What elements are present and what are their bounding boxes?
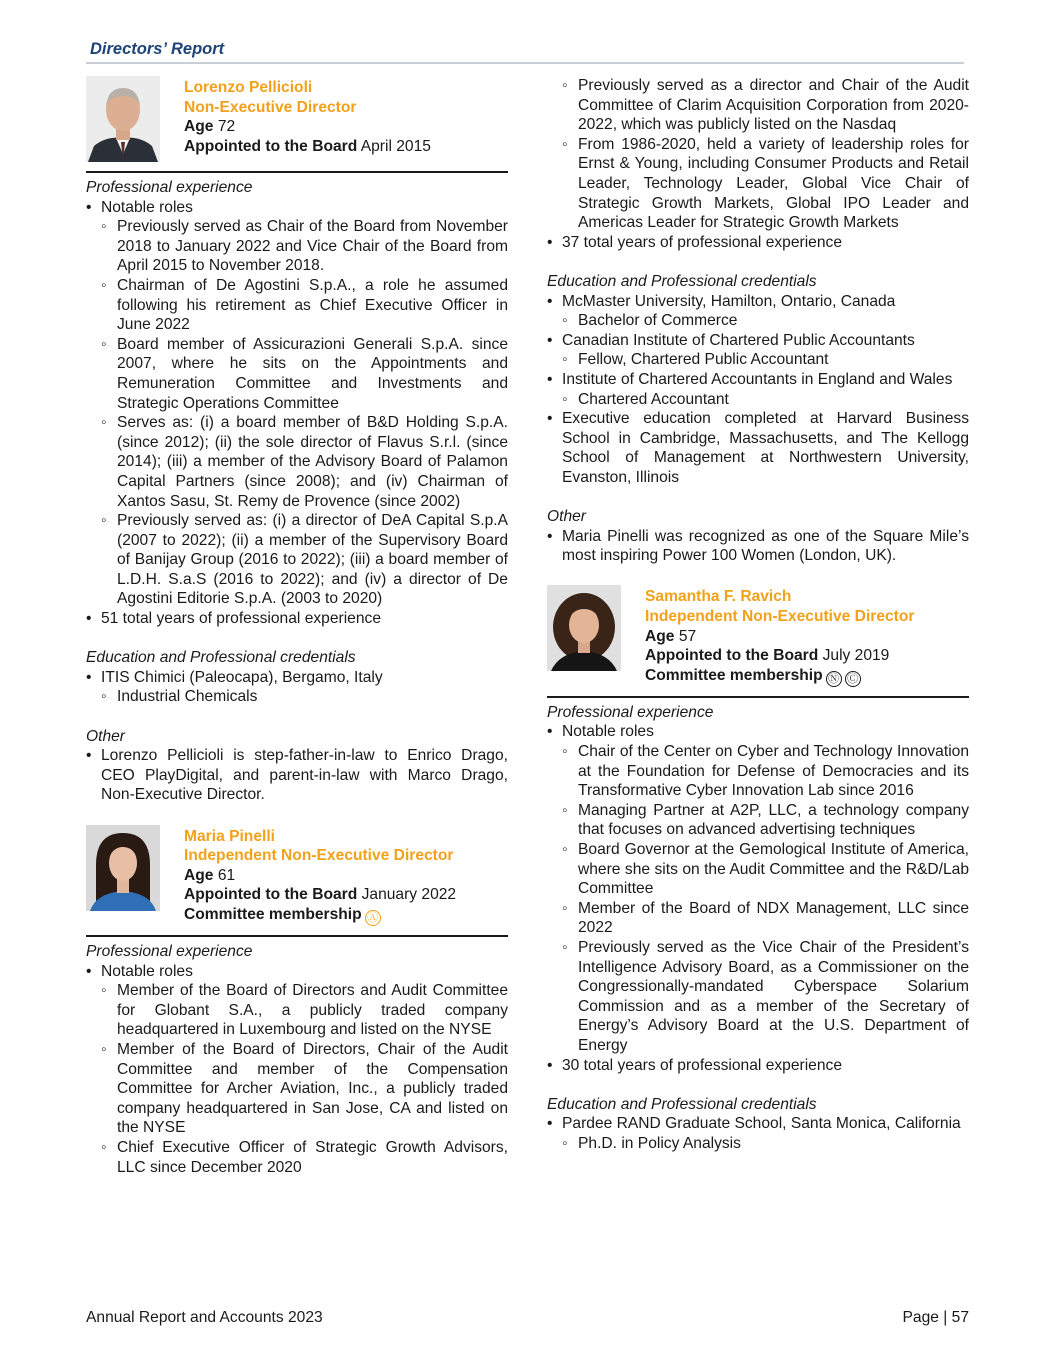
age-value: 57 [678, 627, 697, 645]
appointed-label: Appointed to the Board [184, 886, 358, 904]
list-item: ◦ Previously served as a director and Chair of the Audit Committee of Clarim Acquisition Corporation from 2020-2022, which was publicly listed on the Nasdaq [547, 76, 969, 135]
director-profile-ravich [547, 585, 969, 697]
director-profile-pinelli [86, 825, 508, 937]
director-age [184, 866, 456, 886]
appointed-value: January 2022 [361, 886, 457, 904]
appointed-label: Appointed to the Board [645, 647, 819, 665]
education-school: • ITIS Chimici (Paleocapa), Bergamo, Italy [86, 668, 508, 688]
director-appointed [645, 646, 914, 666]
nomination-committee-icon: Ⓝ [826, 671, 842, 687]
education-list [86, 668, 508, 707]
director-info [645, 585, 914, 686]
other-heading: Other [547, 508, 586, 526]
director-role: Independent Non-Executive Director [645, 608, 915, 626]
director-info [184, 825, 456, 926]
years-experience: • 30 total years of professional experience [547, 1056, 969, 1076]
footer-report-title: Annual Report and Accounts 2023 [86, 1309, 323, 1326]
education-list [547, 1114, 969, 1153]
list-item: ◦ Previously served as Chair of the Board from November 2018 to January 2022 and Vice Chair of the Board from April 2015 to November 2018. [86, 217, 508, 276]
director-name: Maria Pinelli [184, 827, 275, 845]
experience-list [86, 198, 508, 629]
education-credential: ◦ Chartered Accountant [547, 390, 969, 410]
list-item: ◦ Board member of Assicurazioni Generali S.p.A. since 2007, where he sits on the Appointments and Remuneration Committee and Investments and Strategic Operations Committee [86, 335, 508, 413]
age-value: 61 [217, 866, 236, 884]
footer-page-number: Page | 57 [902, 1309, 969, 1326]
appointed-value: April 2015 [360, 137, 431, 155]
other-list [86, 746, 508, 805]
education-school: • McMaster University, Hamilton, Ontario, Canada [547, 292, 969, 312]
director-name: Samantha F. Ravich [645, 588, 792, 606]
age-label: Age [184, 118, 214, 136]
experience-list-continued [547, 76, 969, 252]
director-age [184, 117, 431, 137]
committee-label: Committee membership [184, 905, 362, 923]
director-age [645, 627, 914, 647]
director-info [184, 76, 431, 156]
other-item: • Lorenzo Pellicioli is step-father-in-law to Enrico Drago, CEO PlayDigital, and parent-in-law with Marco Drago, Non-Executive Director. [86, 746, 508, 805]
director-committees [184, 905, 456, 926]
left-column [86, 76, 508, 1177]
page-header [86, 38, 964, 64]
age-label: Age [645, 627, 675, 645]
education-school: • Executive education completed at Harvard Business School in Cambridge, Massachusetts, and The Kellogg School of Management at Northwestern University, Evanston, Illinois [547, 409, 969, 487]
appointed-label: Appointed to the Board [184, 137, 358, 155]
education-heading: Education and Professional credentials [547, 1095, 817, 1113]
professional-experience-heading: Professional experience [86, 942, 253, 960]
list-item: ◦ From 1986-2020, held a variety of leadership roles for Ernst & Young, including Consumer Products and Retail Leader, Technology Leader, Global Vice Chair of Strategic Growth Markets, Global IPO Leader and Americas Leader for Strategic Growth Markets [547, 135, 969, 233]
director-role: Non-Executive Director [184, 98, 357, 116]
other-list [547, 527, 969, 566]
director-photo [86, 76, 160, 162]
committee-label: Committee membership [645, 666, 823, 684]
education-credential: ◦ Industrial Chemicals [86, 687, 508, 707]
education-heading: Education and Professional credentials [547, 272, 817, 290]
right-column [547, 76, 969, 1153]
section-title: Directors’ Report [90, 40, 225, 58]
age-label: Age [184, 866, 214, 884]
list-item: ◦ Previously served as the Vice Chair of the President’s Intelligence Advisory Board, as a Commissioner on the Congressionally-mandated Cyberspace Solarium Commission and as a member of the Secretary of Energy’s Advisory Board at the U.S. Department of Energy [547, 938, 969, 1056]
education-credential: ◦ Bachelor of Commerce [547, 311, 969, 331]
years-experience: • 51 total years of professional experience [86, 609, 508, 629]
experience-list [86, 962, 508, 1178]
director-name: Lorenzo Pellicioli [184, 79, 313, 96]
other-item: • Maria Pinelli was recognized as one of the Square Mile’s most inspiring Power 100 Women (London, UK). [547, 527, 969, 566]
notable-roles-item: • Notable roles [86, 962, 508, 982]
compensation-committee-icon: Ⓒ [845, 671, 861, 687]
director-committees [645, 666, 914, 687]
list-item: ◦ Member of the Board of Directors, Chair of the Audit Committee and member of the Compensation Committee for Archer Aviation, Inc., a publicly traded company headquartered in San Jose, CA and listed on the NYSE [86, 1040, 508, 1138]
professional-experience-heading: Professional experience [86, 179, 253, 196]
notable-roles-item: • Notable roles [547, 722, 969, 742]
education-school: • Pardee RAND Graduate School, Santa Monica, California [547, 1114, 969, 1134]
list-item: ◦ Chair of the Center on Cyber and Technology Innovation at the Foundation for Defense of Democracies and its Transformative Cyber Innovation Lab since 2016 [547, 742, 969, 801]
director-photo [547, 585, 621, 671]
education-list [547, 292, 969, 488]
education-credential: ◦ Fellow, Chartered Public Accountant [547, 350, 969, 370]
education-school: • Canadian Institute of Chartered Public Accountants [547, 331, 969, 351]
years-experience: • 37 total years of professional experience [547, 233, 969, 253]
director-appointed [184, 885, 456, 905]
age-value: 72 [217, 118, 236, 136]
education-heading: Education and Professional credentials [86, 649, 356, 667]
other-heading: Other [86, 727, 125, 745]
director-photo [86, 825, 160, 911]
list-item: ◦ Chief Executive Officer of Strategic Growth Advisors, LLC since December 2020 [86, 1138, 508, 1177]
director-appointed [184, 137, 431, 157]
experience-list [547, 722, 969, 1075]
list-item: ◦ Managing Partner at A2P, LLC, a technology company that focuses on advanced advertising techniques [547, 801, 969, 840]
director-profile-pellicioli [86, 76, 508, 173]
list-item: ◦ Member of the Board of NDX Management, LLC since 2022 [547, 899, 969, 938]
list-item: ◦ Previously served as: (i) a director of DeA Capital S.p.A (2007 to 2022); (ii) a member of the Supervisory Board of Banijay Group (2016 to 2022); (iii) a board member of L.D.H. S.a.S (2016 to 2022); and (iv) a director of De Agostini Editorie S.p.A. (2003 to 2020) [86, 511, 508, 609]
audit-committee-icon: Ⓐ [365, 910, 381, 926]
professional-experience-heading: Professional experience [547, 703, 714, 721]
list-item: ◦ Member of the Board of Directors and Audit Committee for Globant S.A., a publicly traded company headquartered in Luxembourg and listed on the NYSE [86, 981, 508, 1040]
education-school: • Institute of Chartered Accountants in England and Wales [547, 370, 969, 390]
list-item: ◦ Serves as: (i) a board member of B&D Holding S.p.A. (since 2012); (ii) the sole director of Flavus S.r.l. (since 2014); (iii) a member of the Advisory Board of Palamon Capital Partners (since 2008); and (iv) Chairman of Xantos Sasu, St. Remy de Provence (since 2002) [86, 413, 508, 511]
education-credential: ◦ Ph.D. in Policy Analysis [547, 1134, 969, 1154]
notable-roles-item: • Notable roles [86, 198, 508, 218]
list-item: ◦ Board Governor at the Gemological Institute of America, where she sits on the Audit Committee and the R&D/Lab Committee [547, 840, 969, 899]
director-role: Independent Non-Executive Director [184, 847, 454, 865]
appointed-value: July 2019 [822, 647, 890, 665]
list-item: ◦ Chairman of De Agostini S.p.A., a role he assumed following his retirement as Chief Executive Officer in June 2022 [86, 276, 508, 335]
